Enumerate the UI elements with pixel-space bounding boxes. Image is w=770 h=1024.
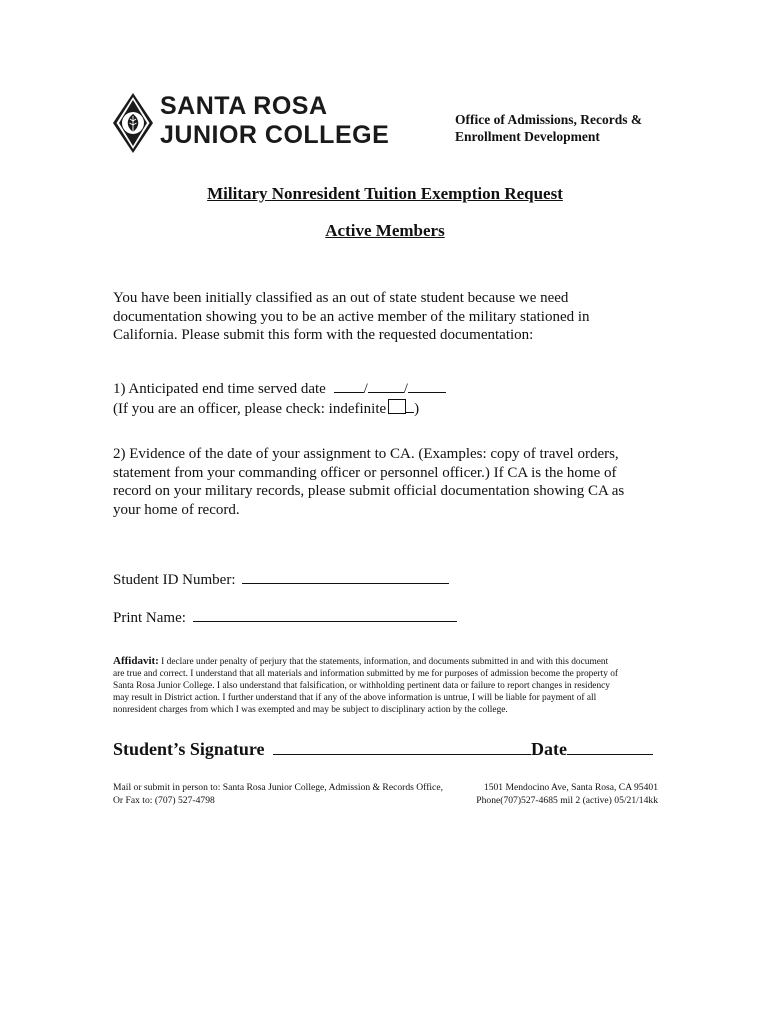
date-label: Date bbox=[531, 739, 568, 759]
end-date-day-field[interactable] bbox=[368, 379, 404, 393]
signature-row bbox=[113, 739, 653, 760]
affidavit-label: Affidavit: bbox=[113, 655, 159, 667]
print-name-label: Print Name: bbox=[113, 610, 186, 626]
student-id-row bbox=[113, 570, 449, 589]
college-logo bbox=[112, 92, 392, 154]
oak-leaf-seal-icon bbox=[112, 92, 154, 154]
student-id-label: Student ID Number: bbox=[113, 572, 236, 588]
item-2-evidence: 2) Evidence of the date of your assignment to CA. (Examples: copy of travel orders, statement from your commanding officer or personnel officer.) If CA is the home of record on your military records, please submit official documentation showing CA as your home of record. bbox=[113, 446, 625, 518]
signature-field[interactable] bbox=[273, 740, 531, 755]
signature-date-field[interactable] bbox=[567, 740, 653, 755]
item-1-end-date: 1) Anticipated end time served date / / (If you are an officer, please check: indefinite ) bbox=[113, 379, 658, 418]
end-date-label: 1) Anticipated end time served date bbox=[113, 381, 326, 397]
logo-line-1: SANTA ROSA bbox=[160, 92, 328, 120]
officer-check-label: (If you are an officer, please check: indefinite bbox=[113, 400, 387, 417]
end-date-month-field[interactable] bbox=[334, 379, 364, 393]
end-date-year-field[interactable] bbox=[408, 379, 446, 393]
print-name-field[interactable] bbox=[193, 608, 457, 622]
affidavit-paragraph: Affidavit: I declare under penalty of perjury that the statements, information, and documents submitted in and with this document are true and correct. I understand that all materials and information submitted by me for purposes of admission become the property of Santa Rosa Junior College. I also understand that falsification, or withholding pertinent data or failure to report changes in residency may result in District action. I further understand that if any of the above information is untrue, I will be liable for payment of all nonresident charges from which I was exempted and may be subject to disciplinary action by the college. bbox=[113, 655, 619, 716]
form-subtitle: Active Members bbox=[325, 221, 445, 240]
signature-label: Student’s Signature bbox=[113, 739, 265, 759]
print-name-row bbox=[113, 608, 457, 627]
footer-fax: Or Fax to: (707) 527-4798 Phone(707)527-4685 mil 2 (active) 05/21/14kk bbox=[113, 795, 658, 806]
footer-mail: Mail or submit in person to: Santa Rosa Junior College, Admission & Records Office, 1501 Mendocino Ave, Santa Rosa, CA 95401 bbox=[113, 782, 658, 793]
indefinite-checkbox[interactable] bbox=[388, 399, 406, 414]
form-title: Military Nonresident Tuition Exemption Request bbox=[207, 184, 563, 203]
office-name: Office of Admissions, Records & Enrollment Development bbox=[455, 112, 643, 144]
student-id-field[interactable] bbox=[242, 570, 449, 584]
intro-paragraph: You have been initially classified as an out of state student because we need documentation showing you to be an active member of the military stationed in California. Please submit this form with the requested documentation: bbox=[113, 290, 590, 343]
logo-line-2: JUNIOR COLLEGE bbox=[160, 121, 390, 149]
